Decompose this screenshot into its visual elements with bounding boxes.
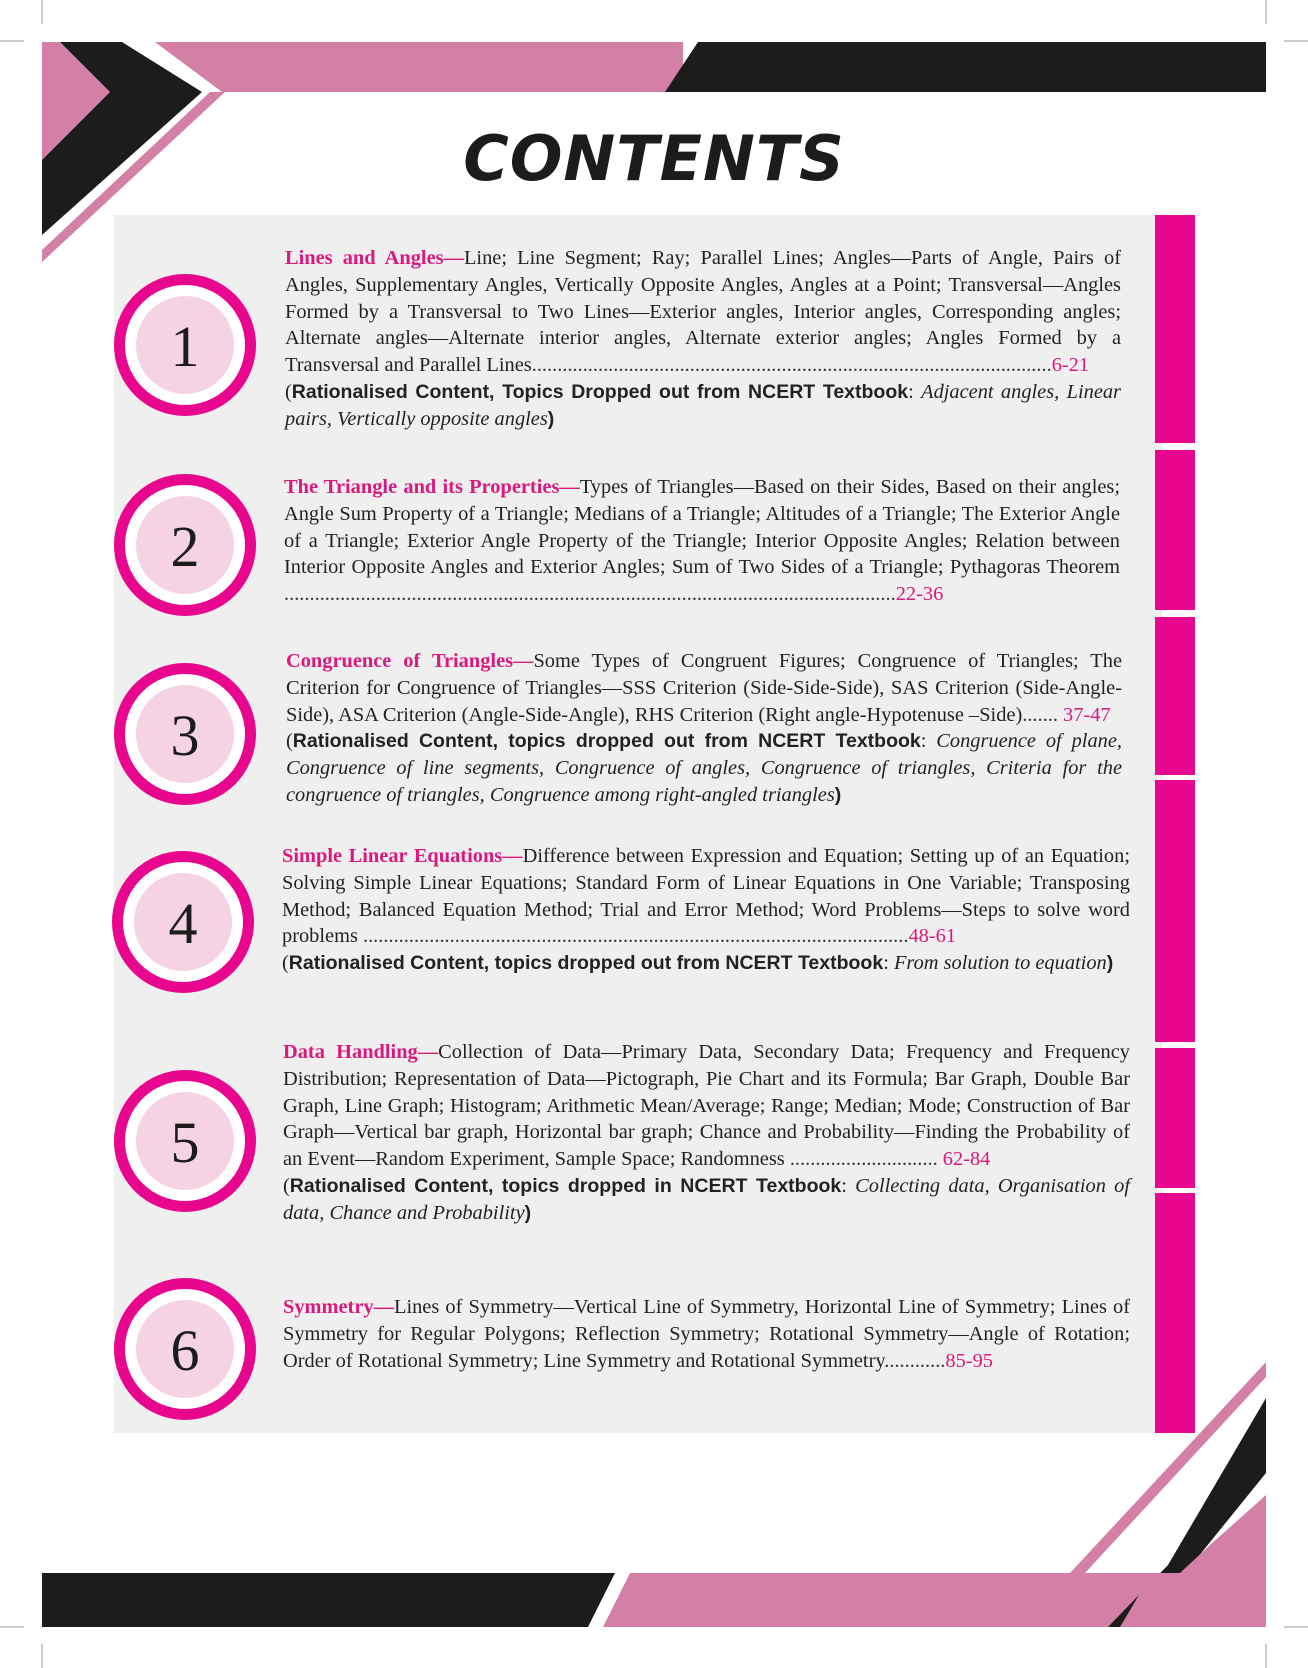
- rationalised-note: (Rationalised Content, topics dropped in NCERT Textbook: Collecting data, Organisation of data, Chance and Probability): [283, 1174, 1131, 1224]
- chapter-entry[interactable]: [283, 1294, 1130, 1374]
- chapter-topics: Collection of Data—Primary Data, Secondary Data; Frequency and Frequency Distribution; Representation of Data—Pictograph, Pie Chart and its Formula; Bar Graph, Double Bar Graph, Line Graph; Histogram; Arithmetic Mean/Average; Range; Median; Mode; Construction of Bar Graph—Vertical bar graph, Horizontal bar graph; Chance and Probability—Finding the Probability of an Event—Random Experiment, Sample Space; Randomness: [283, 1041, 1131, 1171]
- rationalised-topics: Collecting data, Organisation of data, Chance and Probability: [283, 1174, 1131, 1224]
- leader-dots: .......: [1022, 703, 1064, 726]
- side-tab-3: [1155, 617, 1195, 775]
- chapter-entry[interactable]: [283, 1039, 1130, 1227]
- leader-dots: ......................................................................................................: [531, 354, 1052, 377]
- rationalised-note: (Rationalised Content, topics dropped out from NCERT Textbook: From solution to equation): [282, 952, 1114, 975]
- chapter-topics: Some Types of Congruent Figures; Congruence of Triangles; The Criterion for Congruence of Triangles—SSS Criterion (Side-Side-Side), SAS Criterion (Side-Angle-Side), ASA Criterion (Angle-Side-Angle), RHS Criterion (Right angle-Hypotenuse –Side): [286, 650, 1122, 726]
- chapter-number-badge: [114, 1070, 256, 1212]
- chapter-entry[interactable]: [284, 474, 1120, 608]
- chapter-title[interactable]: Data Handling—: [283, 1041, 439, 1063]
- chapter-topics: Difference between Expression and Equation; Setting up of an Equation; Solving Simple Linear Equations; Standard Form of Linear Equations in One Variable; Transposing Method; Balanced Equation Method; Trial and Error Method; Word Problems—Steps to solve word problems: [282, 845, 1130, 948]
- chapter-number: 6: [136, 1300, 234, 1398]
- leader-dots: .............................: [784, 1148, 943, 1171]
- rationalised-topics: From solution to equation: [893, 952, 1107, 975]
- chapter-number: 5: [136, 1092, 234, 1190]
- chapter-title[interactable]: Simple Linear Equations—: [282, 845, 523, 867]
- chapter-topics: Types of Triangles—Based on their Sides, Based on their angles; Angle Sum Property of a Triangle; Medians of a Triangle; Altitudes of a Triangle; The Exterior Angle of a Triangle; Exterior Angle Property of the Triangle; Interior Opposite Angles; Relation between Interior Opposite Angles and Exterior Angles; Sum of Two Sides of a Triangle; Pythagoras Theorem: [284, 476, 1121, 579]
- page-range[interactable]: 37-47: [1063, 703, 1111, 726]
- chapter-number: 3: [136, 685, 234, 783]
- rationalised-label: Rationalised Content, Topics Dropped out from NCERT Textbook: [291, 380, 909, 403]
- chapter-title[interactable]: The Triangle and its Properties—: [284, 476, 580, 498]
- page-range[interactable]: 6-21: [1051, 354, 1090, 377]
- page-range[interactable]: 22-36: [895, 583, 944, 606]
- page-range[interactable]: 85-95: [945, 1349, 993, 1372]
- side-tab-5: [1155, 1048, 1195, 1188]
- side-tab-4: [1155, 780, 1195, 1042]
- rationalised-label: Rationalised Content, topics dropped out from NCERT Textbook: [288, 952, 884, 975]
- leader-dots: ............: [884, 1349, 946, 1372]
- side-tab-6: [1155, 1193, 1195, 1433]
- page-range[interactable]: 62-84: [942, 1148, 991, 1171]
- chapter-entry[interactable]: [282, 843, 1130, 977]
- side-tab-2: [1155, 450, 1195, 610]
- rationalised-topics: Adjacent angles, Linear pairs, Vertically opposite angles: [285, 380, 1121, 430]
- leader-dots: ...........................................................................................................: [357, 925, 909, 948]
- leader-dots: ........................................................................................................................: [284, 583, 896, 606]
- chapter-topics: Line; Line Segment; Ray; Parallel Lines; Angles—Parts of Angle, Pairs of Angles, Supplementary Angles, Vertically Opposite Angles, Angles at a Point; Transversal—Angles Formed by a Transversal to Two Lines—Exterior angles, Interior angles, Corresponding angles; Alternate angles—Alternate interior angles, Alternate exterior angles; Angles Formed by a Transversal and Parallel Lines: [285, 247, 1121, 377]
- rationalised-note: (Rationalised Content, Topics Dropped out from NCERT Textbook: Adjacent angles, Linear pairs, Vertically opposite angles): [285, 380, 1121, 430]
- bottom-band-ornament: [42, 1573, 1175, 1627]
- chapter-title[interactable]: Congruence of Triangles—: [286, 650, 534, 672]
- chapter-number: 2: [136, 496, 234, 594]
- chapter-number-badge: [114, 474, 256, 616]
- chapter-title[interactable]: Lines and Angles—: [285, 247, 464, 269]
- rationalised-topics: Congruence of plane, Congruence of line segments, Congruence of angles, Congruence of triangles, Criteria for the congruence of triangles, Congruence among right-angled triangles: [286, 730, 1122, 806]
- rationalised-label: Rationalised Content, topics dropped out from NCERT Textbook: [292, 730, 921, 753]
- chapter-number-badge: [114, 1278, 256, 1420]
- chapter-title[interactable]: Symmetry—: [283, 1296, 394, 1318]
- chapter-number-badge: [114, 663, 256, 805]
- rationalised-note: (Rationalised Content, topics dropped out from NCERT Textbook: Congruence of plane, Congruence of line segments, Congruence of angles, Congruence of triangles, Criteria for the congruence of triangles, Congruence among right-angled triangles): [286, 730, 1122, 806]
- rationalised-label: Rationalised Content, topics dropped in NCERT Textbook: [289, 1174, 842, 1197]
- page-title: CONTENTS: [463, 122, 845, 195]
- chapter-number-badge: [114, 274, 256, 416]
- chapter-entry[interactable]: [286, 648, 1122, 809]
- chapter-number: 4: [134, 873, 232, 971]
- chapter-topics: Lines of Symmetry—Vertical Line of Symmetry, Horizontal Line of Symmetry; Lines of Symmetry for Regular Polygons; Reflection Symmetry; Rotational Symmetry—Angle of Rotation; Order of Rotational Symmetry; Line Symmetry and Rotational Symmetry: [283, 1296, 1130, 1372]
- page-range[interactable]: 48-61: [908, 925, 957, 948]
- chapter-number-badge: [112, 851, 254, 993]
- side-tab-1: [1155, 215, 1195, 443]
- chapter-entry[interactable]: [285, 245, 1121, 433]
- chapter-number: 1: [136, 296, 234, 394]
